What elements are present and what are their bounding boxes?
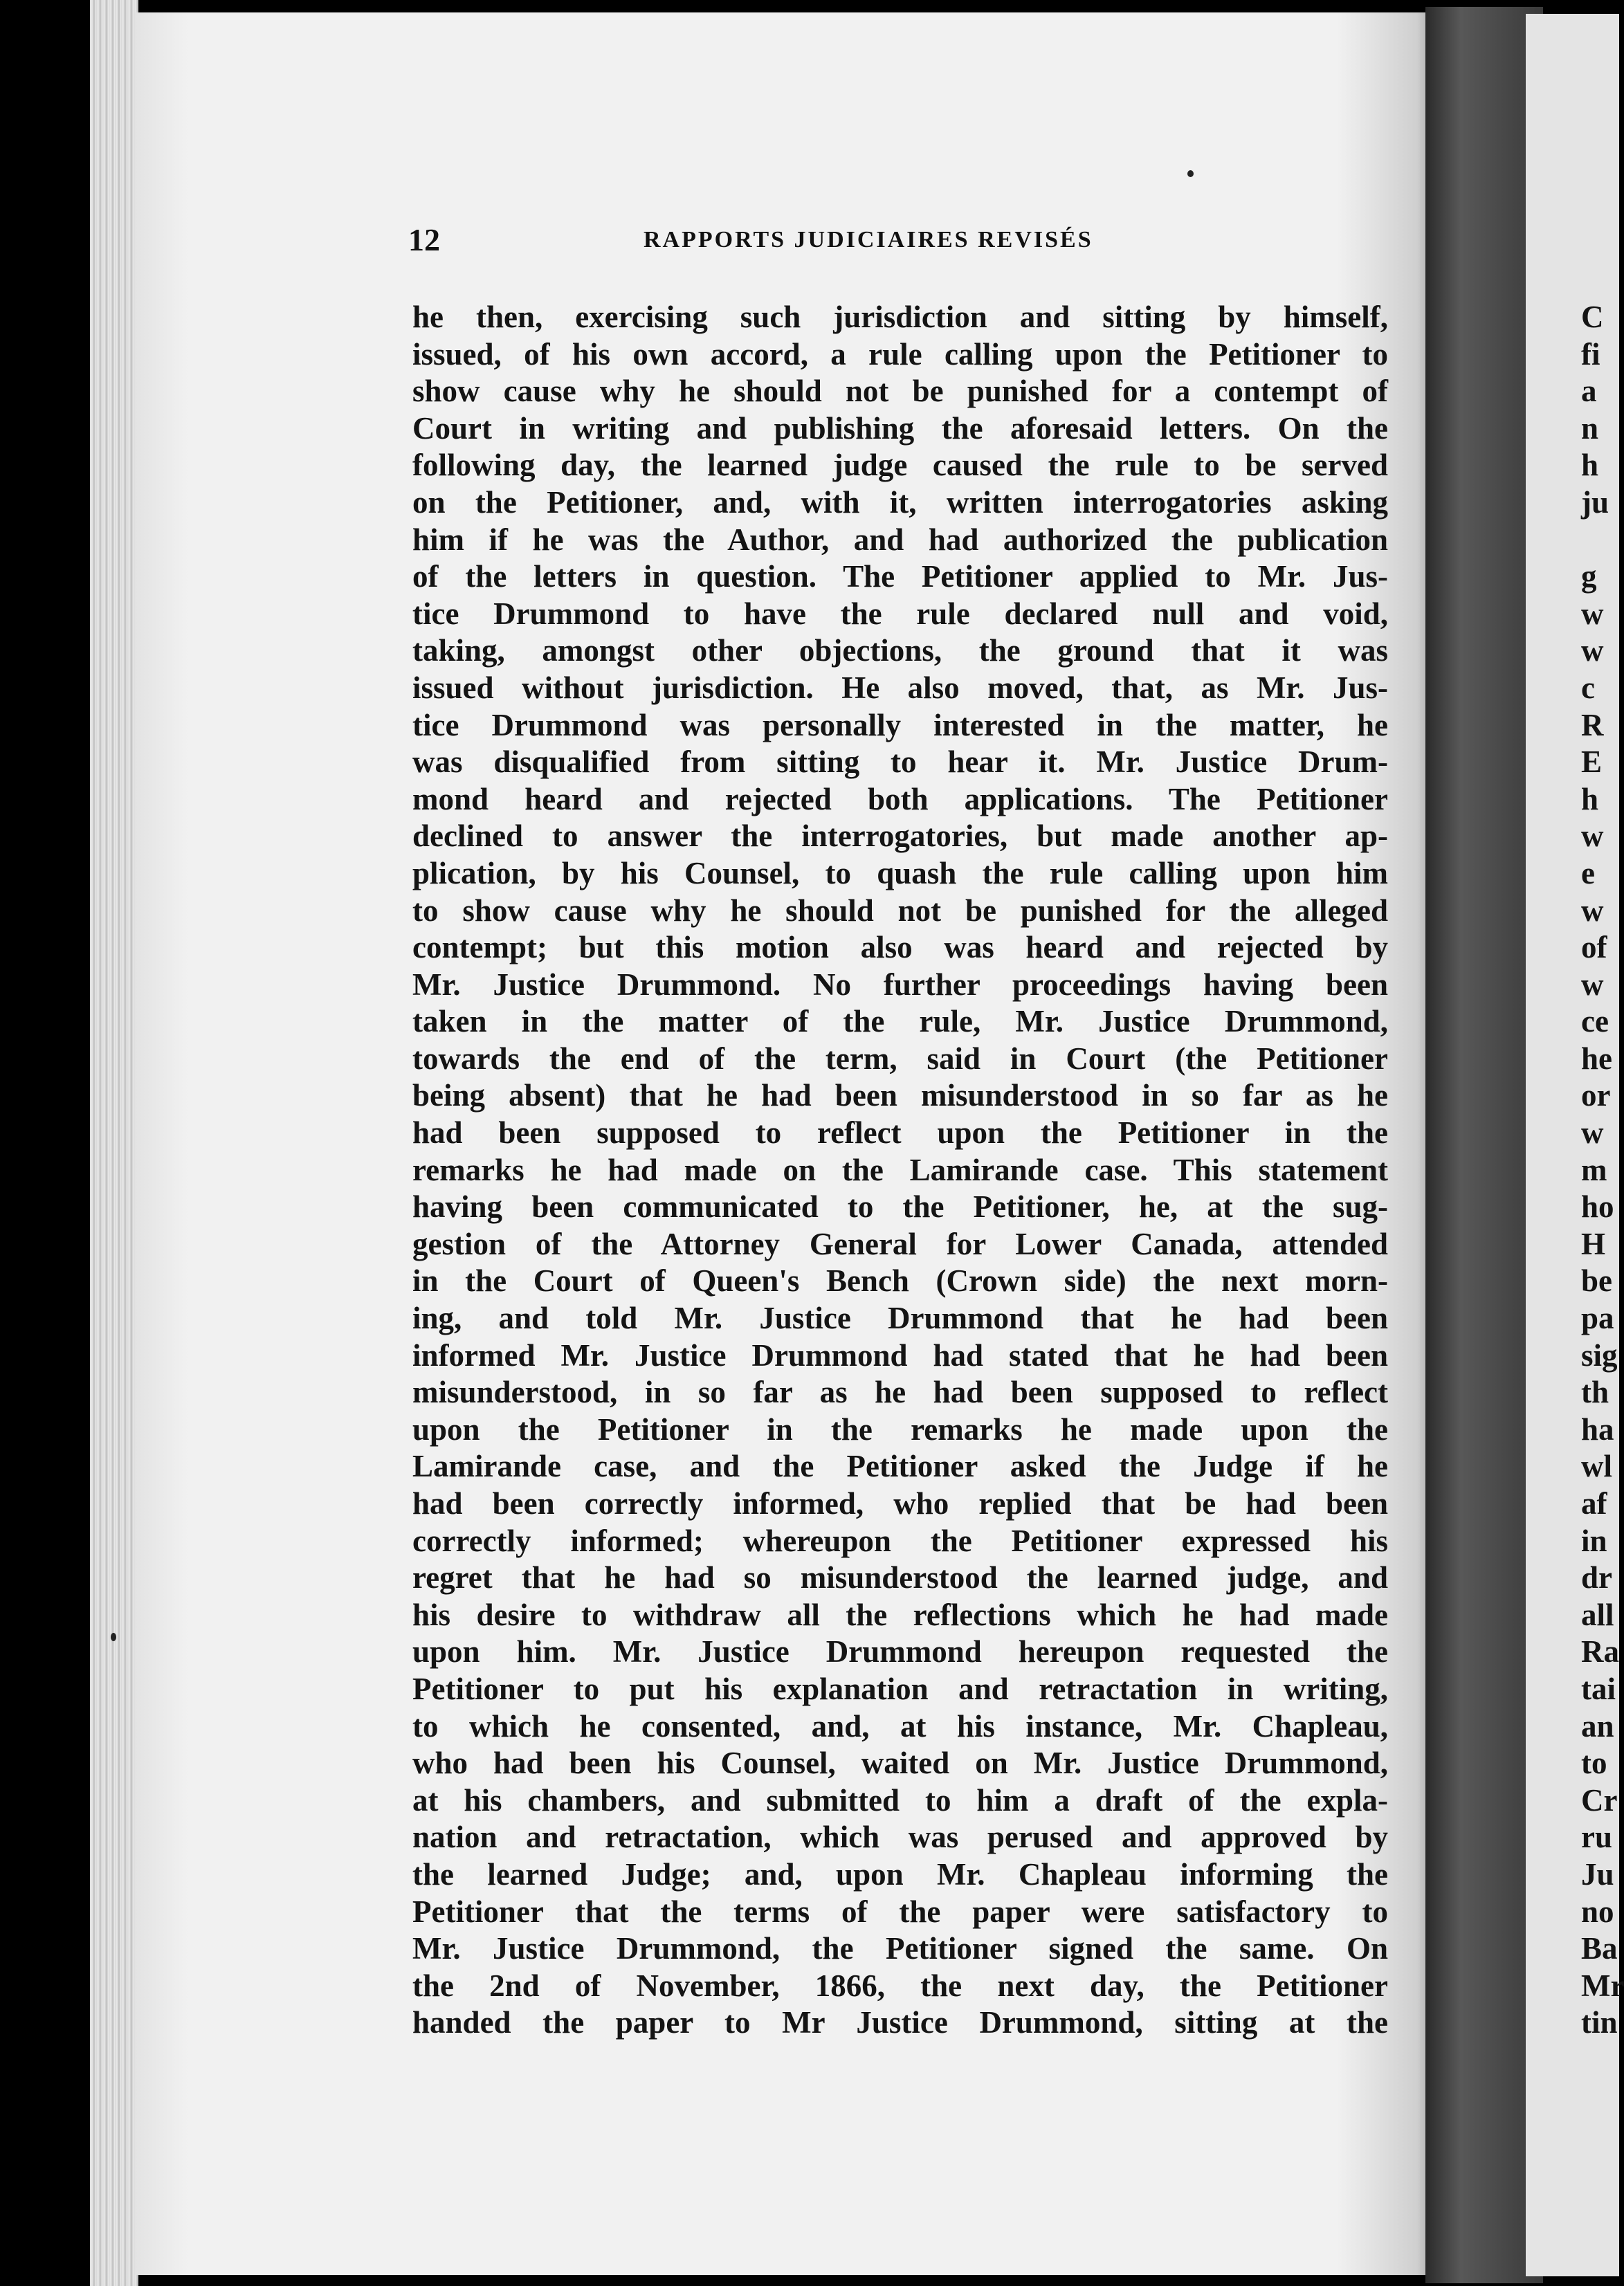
text-line: nation and retractation, which was perused and approved by [412,1820,1388,1855]
text-line: Mr. Justice Drummond, the Petitioner signed the same. On [412,1931,1388,1966]
book-page-edges [90,0,138,2286]
facing-page-fragment: ho [1581,1189,1614,1225]
text-line: mond heard and rejected both applications. The Petitioner [412,781,1388,816]
text-line: following day, the learned judge caused the rule to be served [412,448,1388,483]
facing-page-fragment: H [1581,1226,1606,1261]
text-line: having been communicated to the Petitioner, he, at the sug- [412,1189,1388,1225]
facing-page-fragment: of [1581,930,1607,965]
facing-page-fragment: w [1581,893,1604,928]
facing-page-fragment: tai [1581,1671,1616,1706]
text-line: Lamirande case, and the Petitioner asked the Judge if he [412,1449,1388,1484]
page-number: 12 [408,222,440,257]
facing-page-fragment: Ju [1581,1856,1614,1892]
text-line: Petitioner that the terms of the paper were satisfactory to [412,1894,1388,1929]
text-line: the 2nd of November, 1866, the next day, the Petitioner [412,1968,1388,2003]
facing-page-fragment: Ba [1581,1931,1618,1966]
facing-page-fragment: ru [1581,1820,1612,1855]
text-line: gestion of the Attorney General for Lower Canada, attended [412,1226,1388,1261]
text-line: Court in writing and publishing the aforesaid letters. On the [412,410,1388,446]
scan-speck [1187,170,1194,177]
text-line: to which he consented, and, at his instance, Mr. Chapleau, [412,1708,1388,1744]
text-line: upon him. Mr. Justice Drummond hereupon requested the [412,1634,1388,1670]
text-line: on the Petitioner, and, with it, written interrogatories asking [412,484,1388,520]
text-line: at his chambers, and submitted to him a draft of the expla- [412,1782,1388,1818]
scan-speck [111,1633,116,1641]
facing-page-fragment: be [1581,1263,1612,1299]
text-line: taken in the matter of the rule, Mr. Justice Drummond, [412,1004,1388,1039]
facing-page-fragment: w [1581,967,1604,1002]
facing-page-fragment: wl [1581,1449,1612,1484]
facing-page-fragment: in [1581,1523,1607,1558]
text-line: taking, amongst other objections, the ground that it was [412,633,1388,668]
facing-page-fragment: pa [1581,1301,1614,1336]
facing-page-fragment: an [1581,1708,1614,1744]
facing-page-fragment: a [1581,374,1597,409]
facing-page-fragment: Cr [1581,1782,1618,1818]
text-line: to show cause why he should not be punished for the alleged [412,893,1388,928]
facing-page-fragment: w [1581,1115,1604,1151]
text-line: issued, of his own accord, a rule calling upon the Petitioner to [412,336,1388,372]
facing-page-fragment: Ra [1581,1634,1619,1670]
text-line: regret that he had so misunderstood the learned judge, and [412,1560,1388,1595]
facing-page-fragment: fi [1581,336,1600,372]
facing-page-fragment: dr [1581,1560,1612,1595]
text-line: being absent) that he had been misunderstood in so far as he [412,1078,1388,1113]
text-line: issued without jurisdiction. He also moved, that, as Mr. Jus- [412,670,1388,705]
facing-page-fragment: ju [1581,484,1609,520]
facing-page-fragment: to [1581,1746,1607,1781]
text-line: of the letters in question. The Petitioner applied to Mr. Jus- [412,559,1388,594]
facing-page-fragment: Mr [1581,1968,1624,2003]
text-line: had been correctly informed, who replied that be had been [412,1486,1388,1521]
facing-page-fragment: all [1581,1597,1614,1632]
text-line: remarks he had made on the Lamirande case. This statement [412,1152,1388,1187]
facing-page-fragment: no [1581,1894,1614,1929]
text-line: correctly informed; whereupon the Petitioner expressed his [412,1523,1388,1558]
running-title: RAPPORTS JUDICIAIRES REVISÉS [644,227,1093,253]
text-line: ing, and told Mr. Justice Drummond that he had been [412,1301,1388,1336]
facing-page-fragment: e [1581,855,1595,890]
facing-page-fragment: C [1581,300,1604,334]
text-line: tice Drummond to have the rule declared null and void, [412,596,1388,631]
text-line: tice Drummond was personally interested in the matter, he [412,707,1388,742]
facing-page-fragment: w [1581,819,1604,854]
text-line: contempt; but this motion also was heard and rejected by [412,930,1388,965]
facing-page-fragment: af [1581,1486,1607,1521]
facing-page-fragment: R [1581,707,1604,742]
facing-page-fragment: th [1581,1375,1609,1410]
facing-page-fragment: or [1581,1078,1611,1113]
body-text [412,299,1388,2042]
text-line: misunderstood, in so far as he had been supposed to reflect [412,1375,1388,1410]
text-line: the learned Judge; and, upon Mr. Chapleau informing the [412,1856,1388,1892]
facing-page-fragment: w [1581,596,1604,631]
text-line: Mr. Justice Drummond. No further proceedings having been [412,967,1388,1002]
text-line: his desire to withdraw all the reflections which he had made [412,1597,1388,1632]
text-line: Petitioner to put his explanation and retractation in writing, [412,1671,1388,1706]
facing-page-fragment: ha [1581,1411,1614,1447]
facing-page-fragment: tin [1581,2005,1618,2040]
text-line: in the Court of Queen's Bench (Crown side) the next morn- [412,1263,1388,1299]
text-line: he then, exercising such jurisdiction and sitting by himself, [412,300,1388,334]
text-line: who had been his Counsel, waited on Mr. Justice Drummond, [412,1746,1388,1781]
text-line: show cause why he should not be punished for a contempt of [412,374,1388,409]
text-line: towards the end of the term, said in Court (the Petitioner [412,1041,1388,1076]
text-line: declined to answer the interrogatories, but made another ap- [412,819,1388,854]
facing-page-text [1581,299,1624,2042]
text-line: plication, by his Counsel, to quash the rule calling upon him [412,855,1388,890]
facing-page-fragment: m [1581,1152,1607,1187]
text-line: handed the paper to Mr Justice Drummond, sitting at the [412,2005,1388,2040]
facing-page-fragment: w [1581,633,1604,668]
facing-page-fragment: he [1581,1041,1612,1076]
facing-page-fragment: g [1581,559,1597,594]
facing-page-fragment: ce [1581,1004,1609,1039]
facing-page-fragment: h [1581,781,1599,816]
text-line: upon the Petitioner in the remarks he made upon the [412,1411,1388,1447]
facing-page-fragment: n [1581,410,1599,446]
text-line: informed Mr. Justice Drummond had stated that he had been [412,1337,1388,1373]
facing-page-fragment [1581,522,1624,559]
text-line: was disqualified from sitting to hear it. Mr. Justice Drum- [412,744,1388,780]
facing-page-fragment: E [1581,744,1603,780]
facing-page-fragment: sig [1581,1337,1618,1373]
facing-page-fragment: c [1581,670,1595,705]
text-line: had been supposed to reflect upon the Petitioner in the [412,1115,1388,1151]
facing-page-fragment: h [1581,448,1599,483]
text-line: him if he was the Author, and had authorized the publication [412,522,1388,557]
